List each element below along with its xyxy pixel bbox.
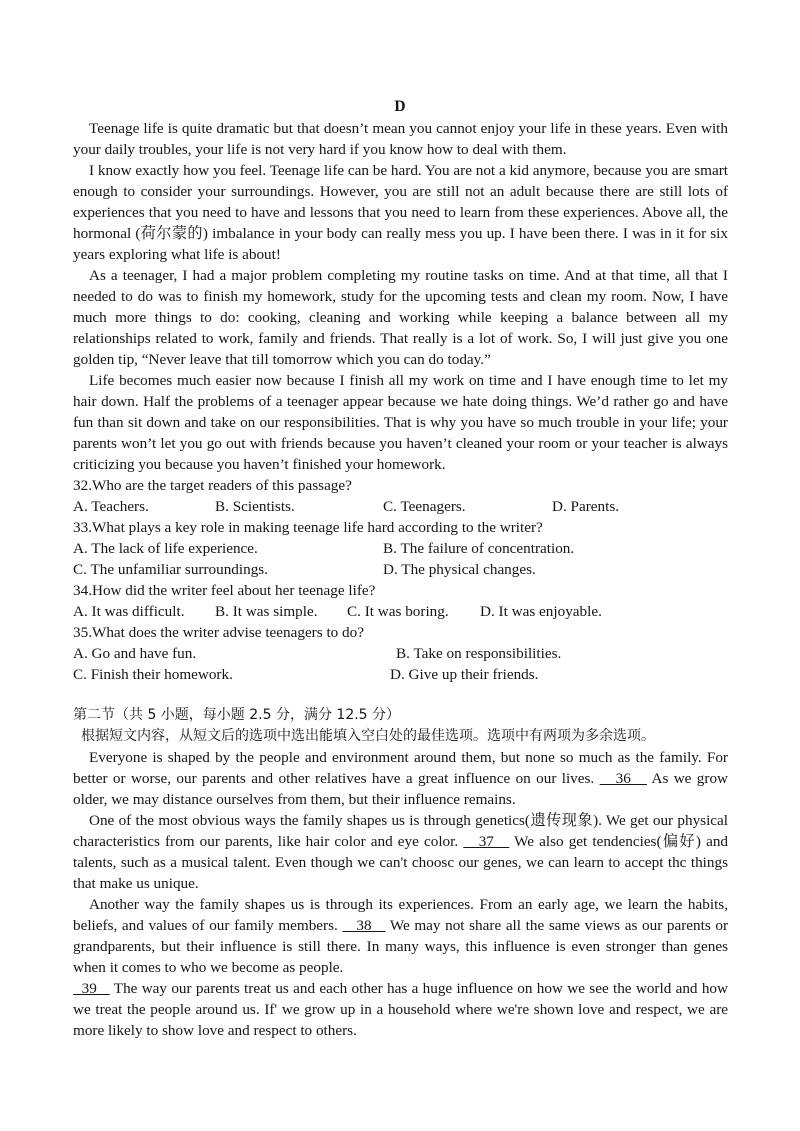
option-b: B. Scientists.: [215, 498, 295, 515]
cloze-text: Everyone is shaped by the people and environment around them, but none so much as the family. For better or worse, our parents and other relatives have a great influence on our lives.: [73, 749, 728, 787]
cloze-text: As we grow older, we may distance ourselves from them, but their influence remains.: [73, 770, 729, 808]
cloze-text: One of the most obvious ways the family shapes us is through genetics(遗传现象). We get our physical characteristics from our parents, like hair color and eye color.: [73, 812, 728, 850]
option-row: [73, 664, 728, 685]
question-stem: 35.What does the writer advise teenagers to do?: [73, 624, 364, 641]
blank-36: 36: [599, 770, 647, 787]
cloze-paragraph-4: [73, 978, 728, 1041]
cloze-paragraph-1: [73, 747, 728, 810]
option-row: [73, 538, 728, 559]
cloze-paragraph-2: [73, 810, 728, 894]
option-b: B. Take on responsibilities.: [396, 645, 562, 662]
question-stem: 34.How did the writer feel about her teenage life?: [73, 582, 376, 599]
question-35: [73, 622, 728, 685]
question-34: [73, 580, 728, 622]
question-stem: 32.Who are the target readers of this passage?: [73, 477, 352, 494]
reading-passage: [73, 118, 728, 475]
cloze-text: We also get tendencies(偏好) and talents, such as a musical talent. Even though we can't choosc our genes, we can learn to accept thc things that make us unique.: [73, 833, 729, 892]
option-a: A. Go and have fun.: [73, 645, 197, 662]
passage-paragraph-2: I know exactly how you feel. Teenage life can be hard. You are not a kid anymore, because you are smart enough to consider your surroundings. However, you are still not an adult because there are still lots of experiences that you need to have and lessons that you need to learn from these experiences. Above all, the hormonal (荷尔蒙的) imbalance in your body can really mess you up. I have been there. I was in it for six years exploring what life is about!: [73, 162, 728, 263]
blank-39: 39: [73, 980, 110, 997]
question-stem: 33.What plays a key role in making teenage life hard according to the writer?: [73, 519, 543, 536]
passage-paragraph-1: Teenage life is quite dramatic but that doesn’t mean you cannot enjoy your life in these years. Even with your daily troubles, your life is not very hard if you know how to deal with them.: [73, 120, 728, 158]
option-d: D. The physical changes.: [383, 561, 536, 578]
option-row: [73, 559, 728, 580]
cloze-text: We may not share all the same views as our parents or grandparents, but their influence is still there. In many ways, this influence is even stronger than genes when it comes to who we become as people.: [73, 917, 729, 976]
blank-38: 38: [342, 917, 386, 934]
option-d: D. Parents.: [552, 498, 620, 515]
option-d: D. It was enjoyable.: [480, 603, 602, 620]
option-c: C. Teenagers.: [383, 498, 466, 515]
cloze-text: Another way the family shapes us is through its experiences. From an early age, we learn the habits, beliefs, and values of our family members.: [73, 896, 728, 934]
cloze-paragraph-3: [73, 894, 728, 978]
option-a: A. Teachers.: [73, 498, 149, 515]
question-32: [73, 475, 728, 517]
section-instruction: 根据短文内容，从短文后的选项中选出能填入空白处的最佳选项。选项中有两项为多余选项。: [81, 728, 655, 744]
section-2: [73, 705, 728, 1041]
option-row: [73, 496, 728, 517]
option-c: C. Finish their homework.: [73, 666, 233, 683]
question-33: [73, 517, 728, 580]
option-a: A. It was difficult.: [73, 603, 185, 620]
option-c: C. The unfamiliar surroundings.: [73, 561, 269, 578]
option-c: C. It was boring.: [347, 603, 449, 620]
section-heading: 第二节（共 5 小题，每小题 2.5 分，满分 12.5 分）: [73, 707, 401, 723]
option-row: [73, 643, 728, 664]
blank-37: 37: [463, 833, 510, 850]
option-b: B. The failure of concentration.: [383, 540, 575, 557]
option-row: [73, 601, 728, 622]
option-a: A. The lack of life experience.: [73, 540, 258, 557]
option-b: B. It was simple.: [215, 603, 318, 620]
cloze-text: The way our parents treat us and each other has a huge influence on how we see the world and how we treat the people around us. If' we grow up in a household where we're shown love and respect, we are more likely to show love and respect to others.: [73, 980, 728, 1039]
passage-paragraph-4: Life becomes much easier now because I finish all my work on time and I have enough time to let my hair down. Half the problems of a teenager appear because we hate doing things. We’d rather go and have fun than sit down and take on our responsibilities. That is why you have so much trouble in your life; your parents won’t let you go out with friends because you haven’t cleaned your room or your teacher is always criticizing you because you haven’t finished your homework.: [73, 372, 728, 473]
cloze-passage: [73, 747, 728, 1041]
passage-title: D: [394, 98, 406, 115]
option-d: D. Give up their friends.: [390, 666, 539, 683]
passage-paragraph-3: As a teenager, I had a major problem completing my routine tasks on time. And at that time, all that I needed to do was to finish my homework, study for the upcoming tests and clean my room. Now, I have much more things to do: cooking, cleaning and working while keeping a balance between all my relationships related to work, family and friends. That really is a lot of work. So, I will just give you one golden tip, “Never leave that till tomorrow which you can do today.”: [73, 267, 728, 368]
